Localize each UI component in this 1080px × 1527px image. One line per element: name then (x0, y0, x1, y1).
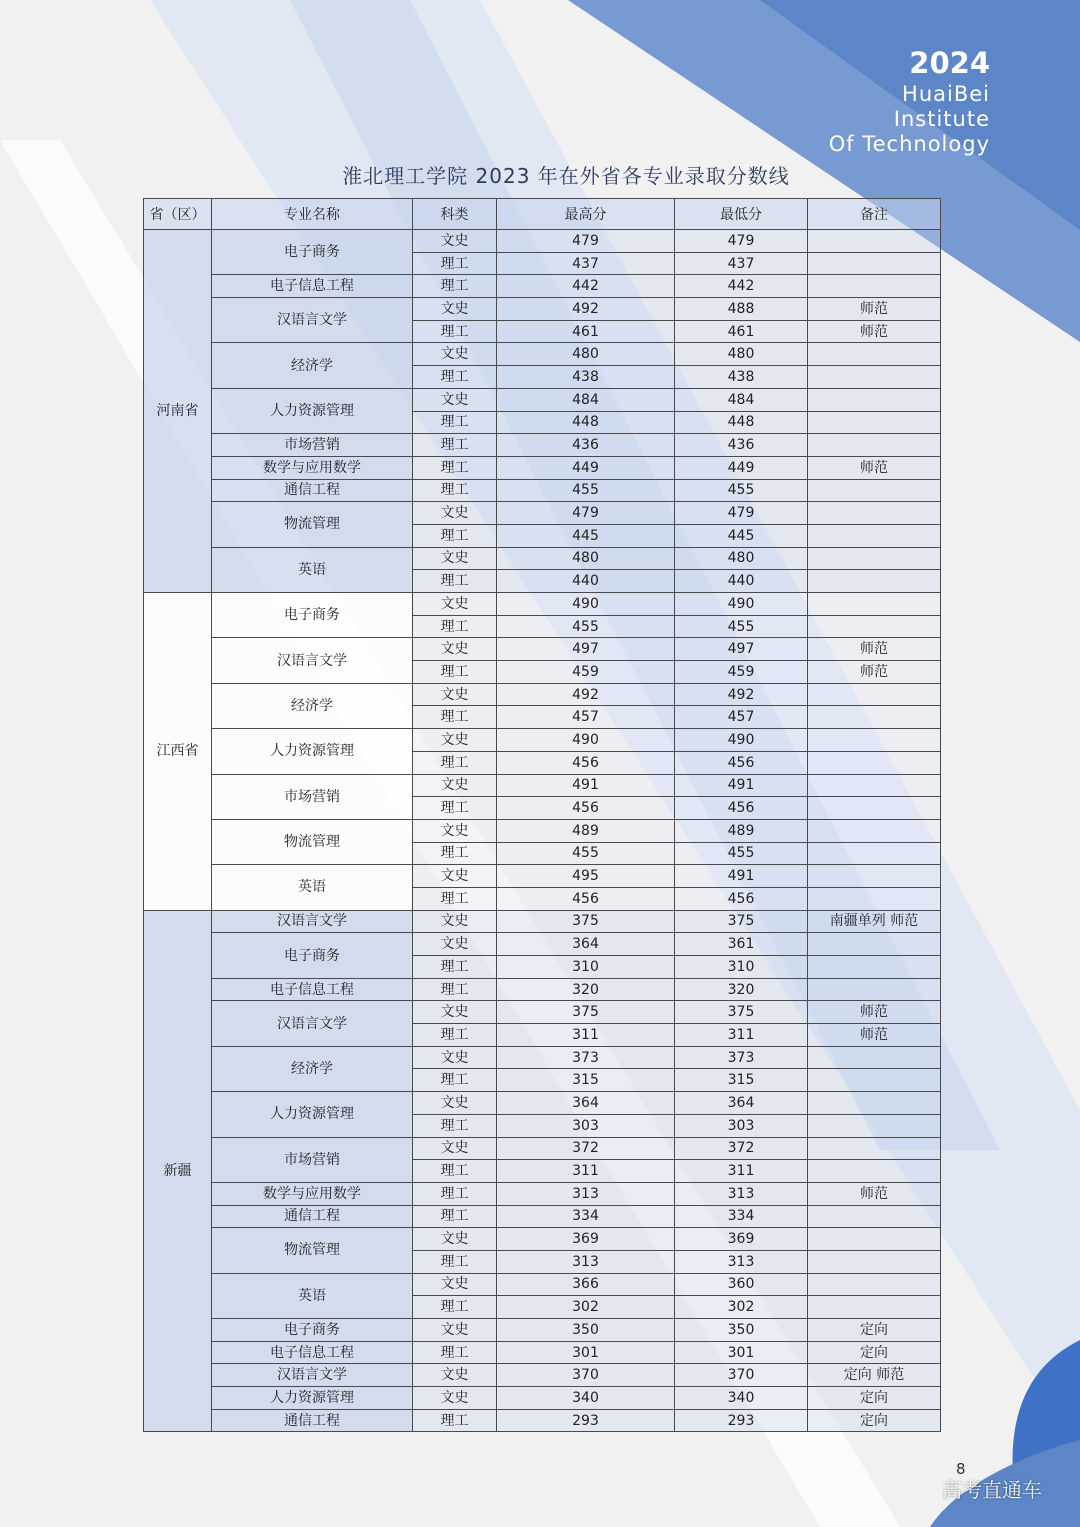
min-score-cell: 491 (675, 865, 808, 888)
table-row (144, 1341, 941, 1364)
table-row (144, 1046, 941, 1069)
max-score-cell: 436 (497, 434, 675, 457)
note-cell: 南疆单列 师范 (808, 910, 941, 933)
min-score-cell: 459 (675, 661, 808, 684)
note-cell (808, 1205, 941, 1228)
category-cell: 文史 (413, 910, 497, 933)
min-score-cell: 364 (675, 1092, 808, 1115)
max-score-cell: 492 (497, 298, 675, 321)
min-score-cell: 455 (675, 479, 808, 502)
major-name-cell: 物流管理 (212, 502, 413, 547)
category-cell: 文史 (413, 1364, 497, 1387)
major-name-cell: 人力资源管理 (212, 729, 413, 774)
max-score-cell: 497 (497, 638, 675, 661)
category-cell: 文史 (413, 593, 497, 616)
min-score-cell: 490 (675, 593, 808, 616)
major-name-cell: 英语 (212, 1273, 413, 1318)
brand-block (829, 44, 990, 157)
note-cell: 定向 (808, 1341, 941, 1364)
note-cell (808, 479, 941, 502)
category-cell: 理工 (413, 411, 497, 434)
table-row (144, 1137, 941, 1160)
category-cell: 理工 (413, 1250, 497, 1273)
min-score-cell: 455 (675, 842, 808, 865)
category-cell: 文史 (413, 1046, 497, 1069)
max-score-cell: 303 (497, 1114, 675, 1137)
watermark-text: 高考直通车 (942, 1478, 1042, 1502)
min-score-cell: 360 (675, 1273, 808, 1296)
table-row (144, 388, 941, 411)
note-cell (808, 706, 941, 729)
category-cell: 理工 (413, 275, 497, 298)
min-score-cell: 301 (675, 1341, 808, 1364)
max-score-cell: 438 (497, 366, 675, 389)
max-score-cell: 311 (497, 1160, 675, 1183)
major-name-cell: 经济学 (212, 1046, 413, 1091)
min-score-cell: 313 (675, 1182, 808, 1205)
note-cell: 定向 (808, 1387, 941, 1410)
min-score-cell: 437 (675, 252, 808, 275)
major-name-cell: 人力资源管理 (212, 1092, 413, 1137)
max-score-cell: 456 (497, 751, 675, 774)
min-score-cell: 372 (675, 1137, 808, 1160)
note-cell (808, 751, 941, 774)
category-cell: 文史 (413, 638, 497, 661)
table-row (144, 547, 941, 570)
note-cell (808, 842, 941, 865)
category-cell: 文史 (413, 388, 497, 411)
min-score-cell: 479 (675, 502, 808, 525)
note-cell (808, 502, 941, 525)
min-score-cell: 456 (675, 797, 808, 820)
note-cell (808, 956, 941, 979)
max-score-cell: 311 (497, 1024, 675, 1047)
major-name-cell: 人力资源管理 (212, 1387, 413, 1410)
category-cell: 理工 (413, 1409, 497, 1432)
max-score-cell: 364 (497, 1092, 675, 1115)
major-name-cell: 汉语言文学 (212, 298, 413, 343)
min-score-cell: 488 (675, 298, 808, 321)
category-cell: 文史 (413, 230, 497, 253)
table-row (144, 1319, 941, 1342)
major-name-cell: 电子信息工程 (212, 1341, 413, 1364)
max-score-cell: 334 (497, 1205, 675, 1228)
category-cell: 理工 (413, 1069, 497, 1092)
max-score-cell: 489 (497, 819, 675, 842)
note-cell (808, 615, 941, 638)
note-cell (808, 1069, 941, 1092)
category-cell: 理工 (413, 1182, 497, 1205)
major-name-cell: 汉语言文学 (212, 1001, 413, 1046)
max-score-cell: 310 (497, 956, 675, 979)
max-score-cell: 495 (497, 865, 675, 888)
category-cell: 文史 (413, 547, 497, 570)
min-score-cell: 370 (675, 1364, 808, 1387)
major-name-cell: 市场营销 (212, 1137, 413, 1182)
category-cell: 理工 (413, 252, 497, 275)
note-cell (808, 524, 941, 547)
table-body (144, 230, 941, 1432)
max-score-cell: 340 (497, 1387, 675, 1410)
table-row (144, 978, 941, 1001)
max-score-cell: 445 (497, 524, 675, 547)
note-cell (808, 1273, 941, 1296)
table-row (144, 910, 941, 933)
max-score-cell: 479 (497, 230, 675, 253)
min-score-cell: 456 (675, 887, 808, 910)
max-score-cell: 366 (497, 1273, 675, 1296)
category-cell: 理工 (413, 320, 497, 343)
max-score-cell: 373 (497, 1046, 675, 1069)
max-score-cell: 369 (497, 1228, 675, 1251)
max-score-cell: 490 (497, 729, 675, 752)
max-score-cell: 449 (497, 456, 675, 479)
min-score-cell: 457 (675, 706, 808, 729)
table-row (144, 1205, 941, 1228)
brand-line-2: Institute (893, 107, 990, 131)
note-cell (808, 797, 941, 820)
min-score-cell: 456 (675, 751, 808, 774)
max-score-cell: 302 (497, 1296, 675, 1319)
min-score-cell: 313 (675, 1250, 808, 1273)
note-cell (808, 1160, 941, 1183)
note-cell (808, 366, 941, 389)
min-score-cell: 311 (675, 1160, 808, 1183)
table-row (144, 865, 941, 888)
min-score-cell: 311 (675, 1024, 808, 1047)
table-row (144, 1092, 941, 1115)
note-cell (808, 434, 941, 457)
page-number: 8 (956, 1460, 966, 1478)
note-cell (808, 819, 941, 842)
table-row (144, 729, 941, 752)
max-score-cell: 315 (497, 1069, 675, 1092)
major-name-cell: 人力资源管理 (212, 388, 413, 433)
max-score-cell: 370 (497, 1364, 675, 1387)
major-name-cell: 电子信息工程 (212, 978, 413, 1001)
major-name-cell: 汉语言文学 (212, 1364, 413, 1387)
province-cell: 江西省 (144, 593, 212, 911)
major-name-cell: 汉语言文学 (212, 638, 413, 683)
max-score-cell: 320 (497, 978, 675, 1001)
major-name-cell: 汉语言文学 (212, 910, 413, 933)
table-row (144, 502, 941, 525)
max-score-cell: 484 (497, 388, 675, 411)
header-major: 专业名称 (212, 199, 413, 230)
note-cell: 师范 (808, 456, 941, 479)
min-score-cell: 442 (675, 275, 808, 298)
max-score-cell: 480 (497, 547, 675, 570)
category-cell: 理工 (413, 570, 497, 593)
admission-score-table (143, 198, 941, 1432)
brand-line-3: Of Technology (828, 132, 990, 156)
major-name-cell: 电子信息工程 (212, 275, 413, 298)
major-name-cell: 经济学 (212, 683, 413, 728)
min-score-cell: 448 (675, 411, 808, 434)
category-cell: 文史 (413, 1137, 497, 1160)
major-name-cell: 英语 (212, 865, 413, 910)
category-cell: 文史 (413, 1092, 497, 1115)
note-cell (808, 1250, 941, 1273)
min-score-cell: 479 (675, 230, 808, 253)
min-score-cell: 461 (675, 320, 808, 343)
min-score-cell: 492 (675, 683, 808, 706)
max-score-cell: 313 (497, 1182, 675, 1205)
note-cell (808, 1296, 941, 1319)
category-cell: 理工 (413, 366, 497, 389)
max-score-cell: 293 (497, 1409, 675, 1432)
major-name-cell: 通信工程 (212, 479, 413, 502)
category-cell: 理工 (413, 434, 497, 457)
table-row (144, 819, 941, 842)
table-row (144, 593, 941, 616)
max-score-cell: 375 (497, 1001, 675, 1024)
table-row (144, 230, 941, 253)
major-name-cell: 英语 (212, 547, 413, 592)
note-cell (808, 729, 941, 752)
note-cell (808, 388, 941, 411)
note-cell (808, 343, 941, 366)
category-cell: 文史 (413, 774, 497, 797)
category-cell: 文史 (413, 865, 497, 888)
min-score-cell: 449 (675, 456, 808, 479)
category-cell: 理工 (413, 479, 497, 502)
note-cell (808, 683, 941, 706)
note-cell: 师范 (808, 320, 941, 343)
note-cell (808, 774, 941, 797)
category-cell: 文史 (413, 933, 497, 956)
province-cell: 河南省 (144, 230, 212, 593)
table-row (144, 774, 941, 797)
note-cell (808, 275, 941, 298)
note-cell (808, 570, 941, 593)
min-score-cell: 315 (675, 1069, 808, 1092)
max-score-cell: 372 (497, 1137, 675, 1160)
category-cell: 文史 (413, 1001, 497, 1024)
min-score-cell: 489 (675, 819, 808, 842)
major-name-cell: 通信工程 (212, 1409, 413, 1432)
category-cell: 理工 (413, 751, 497, 774)
max-score-cell: 480 (497, 343, 675, 366)
category-cell: 理工 (413, 842, 497, 865)
category-cell: 理工 (413, 456, 497, 479)
min-score-cell: 375 (675, 1001, 808, 1024)
max-score-cell: 456 (497, 797, 675, 820)
max-score-cell: 490 (497, 593, 675, 616)
table-row (144, 1182, 941, 1205)
note-cell: 师范 (808, 661, 941, 684)
min-score-cell: 340 (675, 1387, 808, 1410)
note-cell (808, 1046, 941, 1069)
category-cell: 理工 (413, 615, 497, 638)
category-cell: 文史 (413, 819, 497, 842)
note-cell (808, 547, 941, 570)
max-score-cell: 375 (497, 910, 675, 933)
brand-line-1: HuaiBei (902, 82, 990, 106)
min-score-cell: 375 (675, 910, 808, 933)
table-row (144, 638, 941, 661)
min-score-cell: 480 (675, 547, 808, 570)
note-cell: 师范 (808, 1182, 941, 1205)
category-cell: 文史 (413, 502, 497, 525)
min-score-cell: 350 (675, 1319, 808, 1342)
brand-year: 2024 (909, 46, 990, 80)
max-score-cell: 350 (497, 1319, 675, 1342)
min-score-cell: 440 (675, 570, 808, 593)
major-name-cell: 市场营销 (212, 774, 413, 819)
table-row (144, 275, 941, 298)
table-row (144, 1364, 941, 1387)
min-score-cell: 480 (675, 343, 808, 366)
major-name-cell: 物流管理 (212, 1228, 413, 1273)
category-cell: 理工 (413, 524, 497, 547)
table-row (144, 456, 941, 479)
category-cell: 理工 (413, 797, 497, 820)
max-score-cell: 456 (497, 887, 675, 910)
note-cell (808, 1137, 941, 1160)
max-score-cell: 437 (497, 252, 675, 275)
max-score-cell: 455 (497, 842, 675, 865)
min-score-cell: 361 (675, 933, 808, 956)
header-category: 科类 (413, 199, 497, 230)
table-header-row (144, 199, 941, 230)
major-name-cell: 数学与应用数学 (212, 456, 413, 479)
category-cell: 文史 (413, 1273, 497, 1296)
min-score-cell: 373 (675, 1046, 808, 1069)
max-score-cell: 313 (497, 1250, 675, 1273)
table-row (144, 933, 941, 956)
table-row (144, 1409, 941, 1432)
table-row (144, 343, 941, 366)
note-cell (808, 1228, 941, 1251)
major-name-cell: 电子商务 (212, 593, 413, 638)
max-score-cell: 459 (497, 661, 675, 684)
category-cell: 理工 (413, 1341, 497, 1364)
min-score-cell: 436 (675, 434, 808, 457)
major-name-cell: 通信工程 (212, 1205, 413, 1228)
note-cell (808, 1114, 941, 1137)
max-score-cell: 479 (497, 502, 675, 525)
header-min-score: 最低分 (675, 199, 808, 230)
note-cell (808, 230, 941, 253)
category-cell: 理工 (413, 978, 497, 1001)
max-score-cell: 461 (497, 320, 675, 343)
note-cell (808, 887, 941, 910)
max-score-cell: 442 (497, 275, 675, 298)
category-cell: 文史 (413, 683, 497, 706)
max-score-cell: 301 (497, 1341, 675, 1364)
min-score-cell: 484 (675, 388, 808, 411)
min-score-cell: 497 (675, 638, 808, 661)
category-cell: 理工 (413, 661, 497, 684)
note-cell (808, 933, 941, 956)
min-score-cell: 334 (675, 1205, 808, 1228)
header-note: 备注 (808, 199, 941, 230)
note-cell: 定向 (808, 1319, 941, 1342)
note-cell (808, 593, 941, 616)
table-row (144, 1001, 941, 1024)
min-score-cell: 310 (675, 956, 808, 979)
note-cell: 师范 (808, 298, 941, 321)
note-cell (808, 252, 941, 275)
note-cell: 师范 (808, 1024, 941, 1047)
min-score-cell: 369 (675, 1228, 808, 1251)
category-cell: 文史 (413, 1228, 497, 1251)
province-cell: 新疆 (144, 910, 212, 1432)
min-score-cell: 320 (675, 978, 808, 1001)
min-score-cell: 303 (675, 1114, 808, 1137)
page-title: 淮北理工学院 2023 年在外省各专业录取分数线 (342, 164, 790, 188)
note-cell: 定向 (808, 1409, 941, 1432)
note-cell: 师范 (808, 1001, 941, 1024)
note-cell (808, 1092, 941, 1115)
major-name-cell: 物流管理 (212, 819, 413, 864)
min-score-cell: 445 (675, 524, 808, 547)
min-score-cell: 455 (675, 615, 808, 638)
header-max-score: 最高分 (497, 199, 675, 230)
max-score-cell: 491 (497, 774, 675, 797)
major-name-cell: 电子商务 (212, 1319, 413, 1342)
table-row (144, 298, 941, 321)
major-name-cell: 电子商务 (212, 230, 413, 275)
header-province: 省（区） (144, 199, 212, 230)
category-cell: 理工 (413, 1024, 497, 1047)
major-name-cell: 经济学 (212, 343, 413, 388)
category-cell: 理工 (413, 1114, 497, 1137)
min-score-cell: 302 (675, 1296, 808, 1319)
note-cell: 师范 (808, 638, 941, 661)
category-cell: 理工 (413, 1296, 497, 1319)
min-score-cell: 293 (675, 1409, 808, 1432)
category-cell: 理工 (413, 887, 497, 910)
category-cell: 文史 (413, 343, 497, 366)
major-name-cell: 数学与应用数学 (212, 1182, 413, 1205)
max-score-cell: 448 (497, 411, 675, 434)
table-row (144, 1273, 941, 1296)
note-cell: 定向 师范 (808, 1364, 941, 1387)
category-cell: 理工 (413, 706, 497, 729)
min-score-cell: 491 (675, 774, 808, 797)
note-cell (808, 865, 941, 888)
max-score-cell: 455 (497, 479, 675, 502)
max-score-cell: 440 (497, 570, 675, 593)
major-name-cell: 市场营销 (212, 434, 413, 457)
min-score-cell: 438 (675, 366, 808, 389)
table-row (144, 479, 941, 502)
table-row (144, 434, 941, 457)
category-cell: 文史 (413, 1387, 497, 1410)
note-cell (808, 411, 941, 434)
major-name-cell: 电子商务 (212, 933, 413, 978)
category-cell: 文史 (413, 298, 497, 321)
category-cell: 理工 (413, 1160, 497, 1183)
table-row (144, 1228, 941, 1251)
max-score-cell: 492 (497, 683, 675, 706)
table-row (144, 683, 941, 706)
category-cell: 文史 (413, 729, 497, 752)
max-score-cell: 457 (497, 706, 675, 729)
max-score-cell: 364 (497, 933, 675, 956)
table-row (144, 1387, 941, 1410)
max-score-cell: 455 (497, 615, 675, 638)
category-cell: 理工 (413, 1205, 497, 1228)
category-cell: 文史 (413, 1319, 497, 1342)
category-cell: 理工 (413, 956, 497, 979)
note-cell (808, 978, 941, 1001)
min-score-cell: 490 (675, 729, 808, 752)
